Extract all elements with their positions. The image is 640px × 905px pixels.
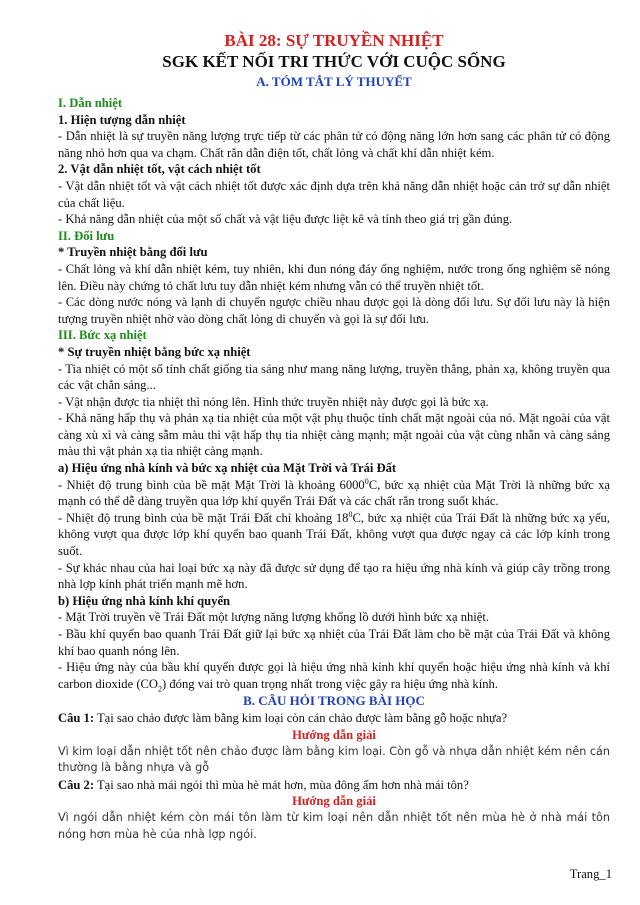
paragraph: - Mặt Trời truyền về Trái Đất một lượng năng lượng khổng lồ dưới hình bức xạ nhiệt.	[58, 610, 490, 625]
paragraph: - Tia nhiệt có một số tính chất giống tia sáng như mang năng lượng, truyền thẳng, phản xạ, không truyền qua các vật chắn sáng...	[58, 361, 610, 393]
paragraph: - Dẫn nhiệt là sự truyền năng lượng trực tiếp từ các phân tử có động năng lớn hơn sang các phân tử có động năng nhỏ hơn qua va chạm. Chất rắn dẫn điện tốt, chất lỏng và chất khí dẫn nhiệt kém.	[58, 129, 610, 160]
paragraph: - Vật dẫn nhiệt tốt và vật cách nhiệt tốt được xác định dựa trên khả năng dẫn nhiệt hoặc cản trở sự dẫn nhiệt của chất liệu.	[58, 178, 610, 210]
question-2: Câu 2: Tại sao nhà mái ngói thì mùa hè mát hơn, mùa đông ấm hơn nhà mái tôn?	[58, 777, 469, 792]
paragraph: - Bầu khí quyển bao quanh Trái Đất giữ lại bức xạ nhiệt của Trái Đất làm cho bề mặt của Trái Đất và không khí bao quanh nóng lên.	[58, 627, 610, 658]
solution-heading: Hướng dẫn giải	[292, 727, 376, 742]
heading-convection: II. Đối lưu	[58, 228, 115, 243]
subheading-conductors-insulators: 2. Vật dẫn nhiệt tốt, vật cách nhiệt tốt	[58, 162, 261, 177]
paragraph: - Nhiệt độ trung bình của bề mặt Mặt Trời là khoảng 6000$^0$C, bức xạ nhiệt của Mặt Trời là những bức xạ mạnh có thể dễ dàng truyền qua lớp khí quyển Trái Đất và các chất rắn trong suốt khác.	[58, 476, 611, 509]
paragraph: - Nhiệt độ trung bình của bề mặt Trái Đất chỉ khoảng $18^0C$, bức xạ nhiệt của Trái Đất là những bức xạ yếu, không vượt qua được lớp khí quyển bao quanh Trái Đất, không vượt qua được ngay cả các lớp kính trong suốt.	[58, 509, 610, 559]
page-number: Trang_1	[569, 867, 612, 881]
subheading-convection: * Truyền nhiệt bằng đối lưu	[58, 245, 208, 260]
subheading-greenhouse-sun-earth: a) Hiệu ứng nhà kính và bức xạ nhiệt của Mặt Trời và Trái Đất	[58, 461, 397, 476]
answer-1: Vì kim loại dẫn nhiệt tốt nên chảo được làm bằng kim loại. Còn gỗ và nhựa dẫn nhiệt kém nên cán thường là bằng nhựa và gỗ	[58, 744, 610, 775]
paragraph: - Sự khác nhau của hai loại bức xạ này đã được sử dụng để tạo ra hiệu ứng nhà kính và giúp cây trồng trong nhà lợp kính phát triển mạnh mẽ hơn.	[58, 560, 610, 592]
paragraph: - Khả năng hấp thụ và phản xạ tia nhiệt của một vật phụ thuộc tính chất mặt ngoài của nó. Mặt ngoài của vật càng xù xì và càng sẫm màu thì vật hấp thụ tia nhiệt càng mạnh; mặt ngoài của vật cùng nhẵn và càng sáng màu thì vật phản xạ tia nhiệt càng mạnh.	[58, 411, 610, 459]
paragraph: - Hiệu ứng này của bầu khí quyển được gọi là hiệu ứng nhà kính khí quyển hoặc hiệu ứng nhà kính và khí carbon dioxide $(CO_2)$ đóng vai trò quan trọng nhất trong việc gây ra hiệu ứng nhà kính.	[58, 660, 610, 694]
question-1: Câu 1: Tại sao chảo được làm bằng kim loại còn cán chảo được làm bằng gỗ hoặc nhựa?	[58, 711, 508, 726]
question-label: Câu 2:	[58, 777, 95, 792]
answer-2: Vì ngói dẫn nhiệt kém còn mái tôn làm từ kim loại nên dẫn nhiệt tốt nên mùa hè ở nhà mái tôn nóng hơn mùa hè của nhà lợp ngói.	[58, 810, 610, 841]
paragraph: - Khả năng dẫn nhiệt của một số chất và vật liệu được liệt kê và tính theo giá trị gần đúng.	[58, 212, 513, 227]
subheading-radiation: * Sự truyền nhiệt bằng bức xạ nhiệt	[58, 344, 251, 359]
lesson-title: BÀI 28: SỰ TRUYỀN NHIỆT	[224, 31, 444, 50]
paragraph: - Vật nhận được tia nhiệt thì nóng lên. Hình thức truyền nhiệt này được gọi là bức xạ.	[58, 394, 489, 409]
heading-conduction: I. Dẫn nhiệt	[58, 96, 123, 110]
subheading-conduction-phenomenon: 1. Hiện tượng dẫn nhiệt	[58, 112, 186, 127]
lesson-subtitle: SGK KẾT NỐI TRI THỨC VỚI CUỘC SỐNG	[162, 52, 506, 71]
solution-heading: Hướng dẫn giải	[292, 794, 376, 809]
paragraph: - Chất lỏng và khí dẫn nhiệt kém, tuy nhiên, khi đun nóng đáy ống nghiệm, nước trong ống nghiệm sẽ nóng lên. Điều này chứng tỏ chất lưu tuy dẫn nhiệt kém nhưng vẫn có thể truyền nhiệt tốt.	[58, 261, 610, 293]
section-a-heading: A. TÓM TẮT LÝ THUYẾT	[256, 74, 412, 89]
question-label: Câu 1:	[58, 711, 95, 726]
subheading-atmospheric-greenhouse: b) Hiệu ứng nhà kính khí quyển	[58, 593, 231, 608]
paragraph: - Các dòng nước nóng và lạnh di chuyển ngược chiều nhau được gọi là dòng đối lưu. Sự đối lưu này là hiện tượng truyền nhiệt nhờ vào dòng chất lỏng di chuyển và gọi là sự đối lưu.	[58, 295, 610, 326]
section-b-heading: B. CÂU HỎI TRONG BÀI HỌC	[243, 693, 425, 709]
heading-radiation: III. Bức xạ nhiệt	[58, 328, 147, 343]
